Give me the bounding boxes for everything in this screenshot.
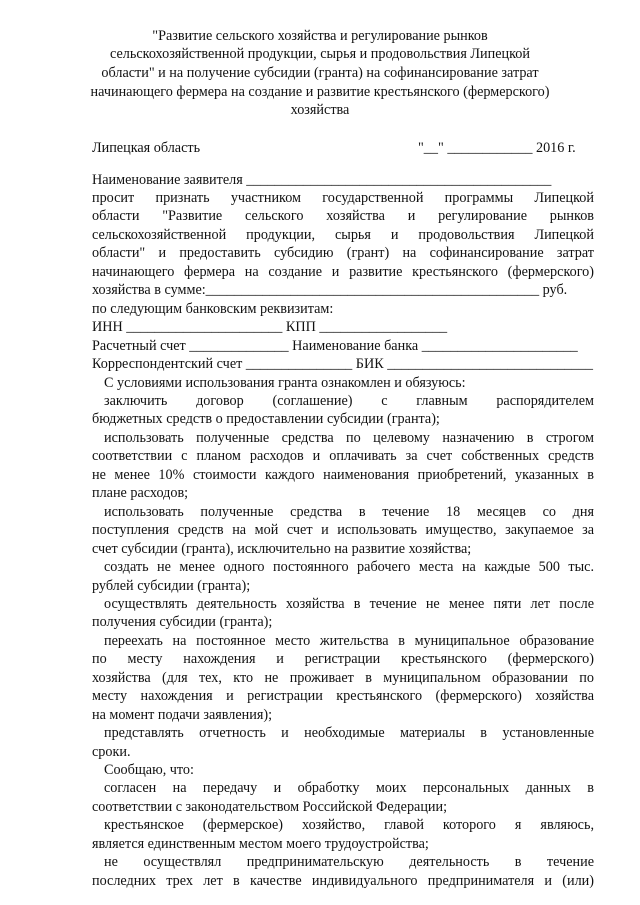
condition-line: заключить договор (соглашение) с главным распорядителем [104, 393, 594, 409]
condition-line: поступления средств на мой счет и использовать имущество, закупаемое за [92, 522, 594, 538]
condition-line: сроки. [92, 744, 131, 760]
request-line: начинающего фермера на создание и развитие крестьянского (фермерского) [92, 264, 594, 280]
title-line: начинающего фермера на создание и развитие крестьянского (фермерского) [90, 84, 550, 100]
conditions-intro: С условиями использования гранта ознакомлен и обязуюсь: [104, 375, 466, 391]
condition-line: осуществлять деятельность хозяйства в течение не менее пяти лет после [104, 596, 594, 612]
declaration-line: соответствии с законодательством Российской Федерации; [92, 799, 448, 815]
condition-line: использовать полученные средства в течение 18 месяцев со дня [104, 504, 594, 520]
declaration-line: не осуществлял предпринимательскую деятельность в течение [104, 854, 594, 870]
request-line: сельскохозяйственной продукции, сырья и продовольствия Липецкой [92, 227, 594, 243]
declarations-intro: Сообщаю, что: [104, 762, 194, 778]
region-label: Липецкая область [92, 140, 201, 156]
applicant-name-line: Наименование заявителя ___________________________________________ [92, 172, 552, 188]
condition-line: использовать полученные средства по целевому назначению в строгом [104, 430, 594, 446]
condition-line: не менее 10% стоимости каждого наименования приобретений, указанных в [92, 467, 594, 483]
bank-details-intro: по следующим банковским реквизитам: [92, 301, 334, 317]
grant-amount-line: хозяйства в сумме:_______________________________________________ руб. [92, 282, 568, 298]
account-bank-line: Расчетный счет ______________ Наименование банка ______________________ [92, 338, 578, 354]
condition-line: по месту нахождения и регистрации крестьянского (фермерского) [92, 651, 594, 667]
condition-line: бюджетных средств о предоставлении субсидии (гранта); [92, 411, 440, 427]
condition-line: создать не менее одного постоянного рабочего места на каждые 500 тыс. [104, 559, 594, 575]
condition-line: рублей субсидии (гранта); [92, 578, 251, 594]
title-line: "Развитие сельского хозяйства и регулирование рынков [152, 28, 488, 44]
corr-account-bik-line: Корреспондентский счет _______________ БИК _____________________________ [92, 356, 593, 372]
title-line: сельскохозяйственной продукции, сырья и продовольствия Липецкой [110, 46, 530, 62]
request-line: области" и предоставить субсидию (грант) на софинансирование затрат [92, 245, 594, 261]
declaration-line: последних трех лет в качестве индивидуального предпринимателя и (или) [92, 873, 594, 889]
condition-line: хозяйства (для тех, кто не проживает в муниципальном образовании по [92, 670, 594, 686]
declaration-line: согласен на передачу и обработку моих персональных данных в [104, 780, 594, 796]
condition-line: на момент подачи заявления); [92, 707, 273, 723]
condition-line: плане расходов; [92, 485, 189, 501]
condition-line: счет субсидии (гранта), исключительно на развитие хозяйства; [92, 541, 472, 557]
condition-line: месту нахождения и регистрации крестьянского (фермерского) хозяйства [92, 688, 594, 704]
condition-line: соответствии с планом расходов и оплачивать за счет собственных средств [92, 448, 594, 464]
condition-line: представлять отчетность и необходимые материалы в установленные [104, 725, 594, 741]
request-line: просит признать участником государственной программы Липецкой [92, 190, 594, 206]
title-line: области" и на получение субсидии (гранта) на софинансирование затрат [101, 65, 539, 81]
declaration-line: является единственным местом моего трудоустройства; [92, 836, 429, 852]
condition-line: получения субсидии (гранта); [92, 614, 273, 630]
declaration-line: крестьянское (фермерское) хозяйство, главой которого я являюсь, [104, 817, 594, 833]
title-line: хозяйства [290, 102, 350, 118]
condition-line: переехать на постоянное место жительства в муниципальное образование [104, 633, 594, 649]
inn-kpp-line: ИНН ______________________ КПП __________________ [92, 319, 448, 335]
date-field: "__" ____________ 2016 г. [418, 140, 576, 156]
request-line: области "Развитие сельского хозяйства и регулирование рынков [92, 208, 594, 224]
